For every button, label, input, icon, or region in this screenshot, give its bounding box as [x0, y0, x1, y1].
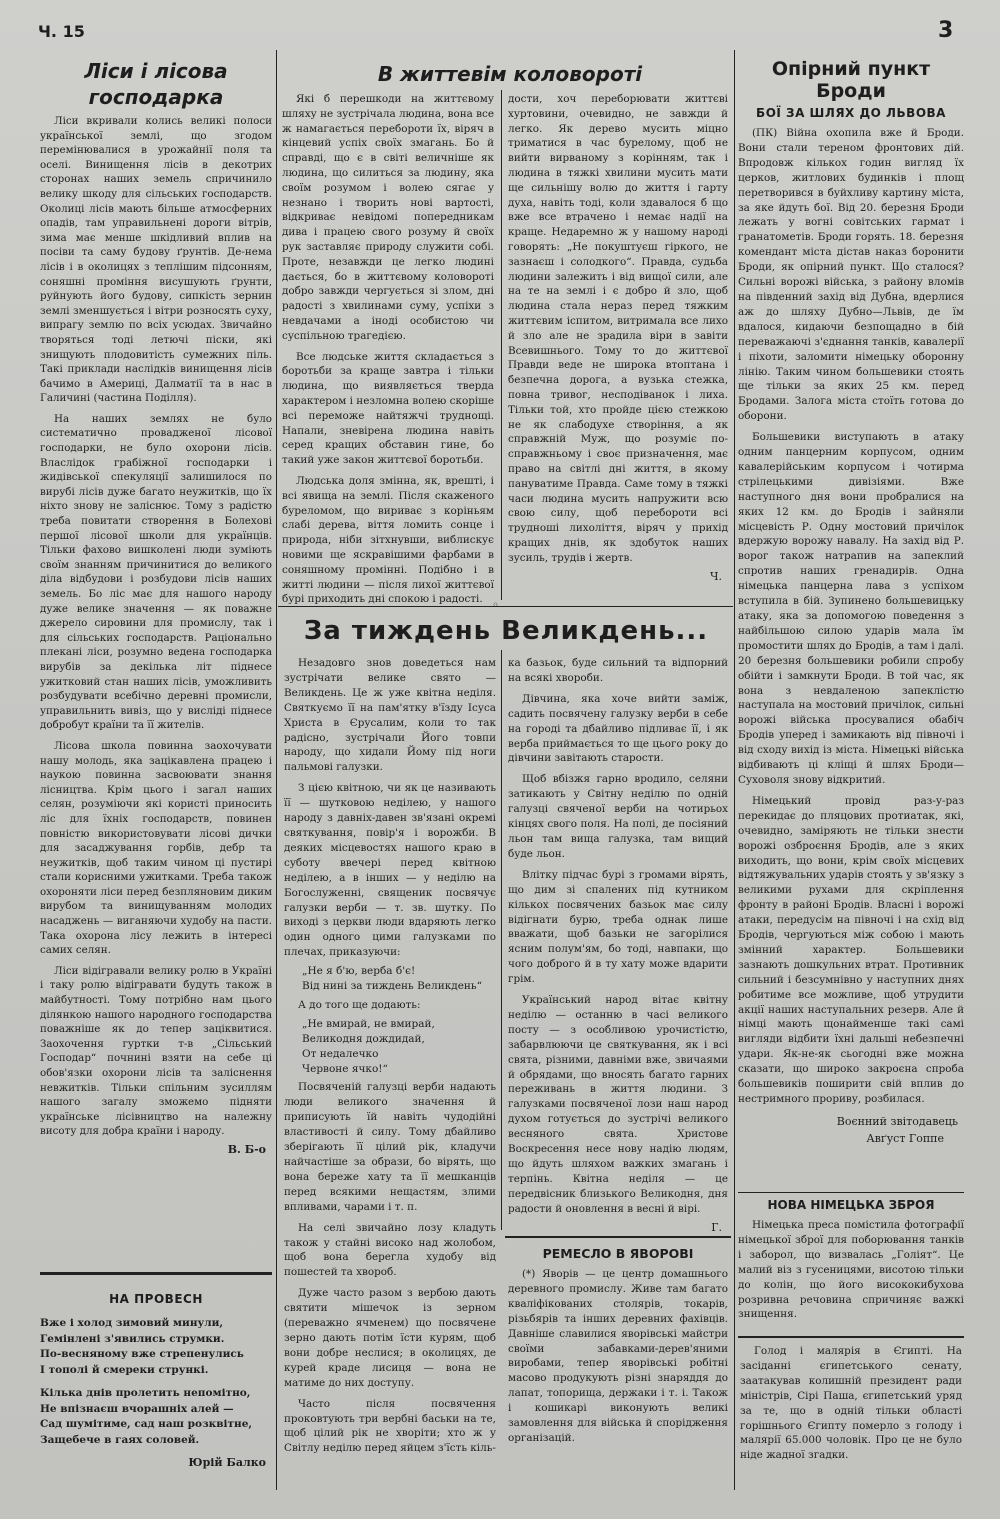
paragraph: На селі звичайно лозу кладуть також у стайні високо над жолобом, щоб вона берегла худобу від пошестей та хвороб.: [284, 1221, 496, 1279]
section-rule: [738, 1192, 964, 1193]
craft-title: РЕМЕСЛО В ЯВОРОВІ: [542, 1246, 694, 1261]
paragraph: З цією квітною, чи як це називають її — шутковою неділею, у нашого народу з давніх-давен зв'язані окремі святкування, повір'я і ворожби. В деяких місцевостях нашого краю в суботу ввечері перед квітною неділею, а в інших — у неділю на Богослуженні, священик посвячує галузки верби — т. зв. шутку. По виході з церкви люди вдаряють легко один одного цими галузками по плечах, приказуючи:: [284, 782, 496, 959]
brody-signature-name: Авґуст Гоппе: [866, 1131, 944, 1145]
brody-article: [738, 58, 964, 1145]
paragraph: Часто після посвячення проковтують три вербні баськи на те, щоб цілий рік не хворіти; хто ж у Світлу неділю перед яйцем з'їсть кіль-: [284, 1397, 496, 1455]
column-rule: [501, 90, 502, 600]
section-rule: [738, 1336, 964, 1338]
column-rule: [276, 50, 277, 1490]
weapon-title: НОВА НІМЕЦЬКА ЗБРОЯ: [767, 1198, 935, 1212]
rule-ornament: ◦: [492, 598, 500, 612]
life-title: В життевім коловороті: [377, 62, 643, 86]
paragraph: Большевики виступають в атаку одним панцерним корпусом, одним кавалерійським корпусом і чотирма стрілецькими дивізіями. Вже наступного дня вони пробралися на яких 12 км. до Бродів і зайняли місцевість Р. Одну мостовий причілок вдержую ворожу навалу. На захід від Р. ворог також натрапив на запеклий спротив наших гренадирів. Одна німецька панцерна лава з успіхом вступила в бій. Зупинено большевицьку атаку, яка за допомогою поведення з найбільшою силою ударів мала їм промостити шлях до Бродів, а там і далі. 20 березня большевики робили спробу обійти і замкнути Броди. В той час, як вона з невдаленою запеклістю наступала на мостовий причілок, сильні ворожі війська просувалися обабіч Бродів уперед і замикають від півночі і від сходу вихід із міста. Німецькі війська відбивають ці кліщі й шлях Броди—Суховоля знову відкритий.: [738, 431, 964, 786]
paragraph: Ліси відігравали велику ролю в Україні і таку ролю відігравати будуть також в майбутності. Тому потрібно нам цього ділянкою нашого народного господарства поважніше як до тепер заціквитися. Заохочення гуртки т-в „Сільський Господар“ почнині взяти на себе ці обов'язки охорони лісів та заліснення невжитків. Тільки спільним зусиллям нашого загалу зможемо підняти українське лісівництво на належну висоту для добра країни і народу.: [40, 964, 272, 1138]
poem-line: Кілька днів пролетить непомітно,: [40, 1387, 251, 1399]
column-rule: [501, 650, 502, 1230]
paragraph: На наших землях не було систематично провадженої лісової господарки, не було охорони лісів. Власлідок грабіжної господарки і жидівської спекуляції залишилося по вирубі лісів дуже багато неужитків, що їх ніхто знову не заліснює. Тому з радістю треба повитати створення в Болехові першої лісової школи для українців. Тільки фахово вишколені люди зуміють своїм знанням причинитися до великого діла відбудови і розбудови лісів наших земель. Бо ліс має для нашого народу дуже велике значення — як поважне джерело сировини для промислу, так і для сільських господарств. Раціонально плекані ліси, розумно ведена господарка вирубів за декілька літ піднесе ужитковий стан наших лісів, уможливить розбудувати всебічно деревні промисли, управильнить вивіз, що у висліді піднесе добробут країни та її жителів.: [40, 412, 272, 732]
paragraph: Дівчина, яка хоче вийти заміж, садить посвячену галузку верби в себе на городі та дбайливо підливає її, і як верба приймається то ще цього року до дівчини завітають старости.: [508, 692, 728, 765]
poem-line: Защебече в гаях соловей.: [40, 1433, 200, 1446]
paragraph: (ПК) Війна охопила вже й Броди. Вони стали тереном фронтових дій. Впродовж кількох годин вигляд їх церков, житлових будинків і площ перетворився в буйхливу картину міста, за яке йдуть бої. Від 20. березня Броди лежать у вогні совітських гармат і гранатометів. Броди горять. 18. березня комендант міста дістав наказ боронити Броди, як опірний пункт. Що сталося? Сильні ворожі війська, з району вломів на південний захід від Дубна, вдерлися аж до шляху Дубно—Львів, де їм вдалося, кидаючи безпощадно в бій переважаючі з'єднання танків, кавалерії і піхоти, заломити німецьку оборонну лінію. Таким чином большевики стоять ще тільки за яких 25 км. перед Бродами. Залога міста стоїть готова до оборони.: [738, 127, 964, 423]
life-article-right: [508, 92, 728, 584]
verse-line: От недалечко: [302, 1047, 379, 1060]
paragraph: Які б перешкоди на життєвому шляху не зустрічала людина, вона все ж намагається перебороти їх, віряч в кінцевий успіх своїх змагань. Бо й справді, що є в світі величніше як людина, що силиться за людину, яка своїм розумом і волею сягає у незнано і творить нові вартості, відкриває невідомі попередникам дива і працею свого розуму й своїх рук заставляє природу служити собі. Проте, незавжди це легко людині дається, бо в життєвому коловороті добро завжди чергується зі злом, дні радості з хвилинами суму, успіхи з невдачами а іноді особистою чи суспільною трагедією.: [282, 93, 494, 342]
paragraph: Людська доля змінна, як, врешті, і всі явища на землі. Після скаженого буреломом, що вириває з коріньям слабі дерева, віття ломить сонце і природа, ніби зітхнувши, виблискує новими ще яскравішими фарбами в соняшному промінні. Подібно і в житті людини — після лихої життєвої бурі приходить дні спокою і радості.: [282, 474, 494, 606]
paragraph: Незадовго знов доведеться нам зустрічати велике свято — Великдень. Це ж уже квітна неділя. Святкуємо її на пам'ятку в'їзду Ісуса Христа в Єрусалим, коли то так радісно, зустрічали Його товпи народу, що хидали Йому під ноги пальмові галузки.: [284, 657, 496, 774]
verse-line: „Не я б'ю, верба б'є!: [302, 965, 416, 978]
life-article-left: [282, 92, 494, 607]
egypt-article: [740, 1344, 962, 1463]
verse-line: Червоне ячко!“: [302, 1062, 388, 1075]
craft-article: [508, 1246, 728, 1446]
paragraph: Дуже часто разом з вербою дають святити мішечок із зерном (переважно ячменем) що посвячене зерно дають потім їсти курям, щоб вони добре неслися; в околицях, де курей краде лисиця — вона не матиме до них доступу.: [284, 1287, 496, 1389]
paragraph: Влітку підчас бурі з громами вірять, що дим зі спалених під кутником кількох посвячених базьок має силу відігнати бурю, треба однак лише вважати, щоб базьки не загорілися ясним полум'ям, бо тоді, навпаки, що чого доброго й в ту хату може вдарити грім.: [508, 868, 728, 986]
paragraph: Лісова школа повинна заохочувати нашу молодь, яка зацікавлена працею і наукою повинна засвоювати знання лісництва. Крім цього і загал наших селян, розуміючи які користі приносить ліс для їхніх господарств, повинен повністю використовувати лісові дички для засаджування горбів, дебр та неужитків, щоб таким чином ці пустирі стали корисними ужитками. Треба також охороняти ліси перед безпляновим диким вирубом та винищуванням молодих насаджень — виганяючи худобу на пасти. Така охорона лісу лежить в інтересі самих селян.: [40, 739, 272, 957]
brody-signature-role: Воєнний звітодавець: [836, 1114, 958, 1128]
page-number-left: Ч. 15: [38, 22, 85, 41]
verse-line: Великодня дождидай,: [302, 1032, 425, 1045]
paragraph: Щоб вбізжя гарно вродило, селяни затикають у Світну неділю по одній галузці свяченої верби на чотирьох кінцях свого поля. На полі, де посіяний льон там вища галузка, там вищий буде льон.: [508, 773, 728, 860]
poem-line: І тополі й смереки стрункі.: [40, 1363, 209, 1376]
brody-subtitle: БОЇ ЗА ШЛЯХ ДО ЛЬВОВА: [756, 106, 946, 120]
box-rule: [505, 1236, 731, 1238]
poem-spring: [40, 1292, 272, 1469]
easter-column-right: [508, 656, 728, 1236]
paragraph: Голод і малярія в Єгипті. На засіданні єгипетського сенату, заатакував колишній президент ради міністрів, Сірі Паша, єгипетський уряд за те, що в одній тільки області горішнього Єгипту померло з голоду і малярії 65.000 чоловік. Про це не було ніде жадної згадки.: [740, 1345, 962, 1462]
paragraph: Німецька преса помістила фотографії німецької зброї для поборювання танків і заборол, що визвалась „Голіят“. Це малий віз з гусеницями, висотою тільки до колін, що його висококибухова розривна речовина спричиняє важкі знищення.: [738, 1219, 964, 1321]
forests-article: [40, 58, 272, 1156]
verse-line: „Не вмирай, не вмирай,: [302, 1017, 435, 1030]
poem-line: По-весняному вже стрепенулись: [40, 1348, 244, 1360]
poem-author: Юрій Балко: [188, 1456, 266, 1469]
weapon-article: [738, 1198, 964, 1322]
easter-signature: Г.: [711, 1220, 722, 1234]
poem-line: Гемінлені з'явились струмки.: [40, 1332, 225, 1345]
paragraph: Ліси вкривали колись великі полоси української землі, що згодом перемінювалися в урожайнії поля та оселі. Винищення лісів в декотрих сторонах наших земель спричинило велику шкоду для сільських господарств. Околиці лісів мають більше атмосферних опадів, там управильнені дороги вітрів, зима має менше шкідливий вплив на посіви та саму будову ґрунтів. Де-нема лісів і в околицях з теплішим підсонням, соняшні проміння висушують ґрунти, руйнують його будову, сипкість зернин землі зменшується і вітри розносять суху, випрагу землю по всіх усюдах. Звичайно творяться тоді летючі піски, які знищують плодовитість сумежних піль. Такі приклади наслідків винищення лісів бачимо в Америці, Далматії та в нас в Галичині (частина Поділля).: [40, 115, 272, 405]
poem-line: Не впізнаєш вчорашніх алей —: [40, 1402, 234, 1415]
paragraph: Все людське життя складається з боротьби за краще завтра і тільки людина, що виявляється тверда характером і незломна волею скоріше всі переможе найтяжчі труднощі. Напали, зневірена людина навіть серед кращих обставин гине, бо такий уже закон життєвої боротьби.: [282, 350, 494, 467]
easter-column-left: [284, 656, 496, 1456]
paragraph: дости, хоч переборювати життєві хуртовини, очевидно, не завжди й легко. Як дерево мусить міцно триматися в час бурелому, щоб не вийти вирваному з корінням, так і людина в тяжкі хвилини мусить мати ще сильнішу волю до життя і гарту духа, навіть тоді, коли здавалося б що вже все втрачено і немає надії на краще. Недаремно ж у нашому народі говорять: „Не покуштуєш гіркого, не зазнаєш і солодкого“. Правда, судьба людини залежить і від вищої сили, але на те на землі і є добро й зло, щоб людина стала нераз перед тяжким життєвим іспитом, витримала все лихо й зло але не зрадила віри в завіти Всевишнього. Тому то до життєвої Правди веде не широка втоптана і безпечна дорога, а вузька стежка, повна тривог, несподіванок і лиха. Тільки той, хто пройде цією стежкою не як слабодухе створіння, а як справжній Муж, що розуміє по-справжньому і своє призначення, має право на світлі дні життя, в якому пануватиме Правда. Саме тому в тяжкі часи людина мусить напружити всю свою силу, щоб перебороти всі трудноші лихоліття, віряч у прихід кращих днів, як здобуток наших зусиль, трудів і жертв.: [508, 93, 728, 564]
poem-line: Сад шумітиме, сад наш розквітне,: [40, 1418, 253, 1430]
easter-title: За тиждень Великдень...: [303, 616, 709, 646]
paragraph: А до того ще додають:: [298, 998, 421, 1011]
paragraph: Німецький провід раз-у-раз перекидає до пляцових протиатак, які, очевидно, заміряють не тільки знести ворожі озброєння Бродів, але з яких виходить, що вони, крім своїх місцевих відтяжувальних ударів стоять у зв'язку з великими рухами для скріплення фронту в районі Бродів. Власні і ворожі атаки, передусім на півночі і на схід від Бродів, чергуються між собою і мають змінний характер. Большевики зазнають дошкульних втрат. Противник сильний і безсумнівно у наступних днях робитиме все можливе, щоб утрудити акції наших наступальних резерв. Але й німці мають щонайменше такі самі вигляди відбити їхні дальші небезпечні удари. Як-не-як сьогодні вже можна сказати, що широко закроєна спроба большевиків поширити свій вплив до нестримного прориву, розбилася.: [738, 794, 964, 1105]
poem-line: Вже і холод зимовий минули,: [40, 1317, 224, 1329]
forests-title: Ліси і лісова господарка: [84, 59, 228, 109]
paragraph: Посвяченій галузці верби надають люди великого значення й приписують їй навіть чудодійні властивості й силу. Тому дбайливо зберігають її цілий рік, кладучи найчастіше за образи, бо вірять, що вона береже хату та її мешканців перед всякими нещастям, злими впливами, чарами і т. п.: [284, 1081, 496, 1213]
section-rule: [40, 1272, 272, 1275]
paragraph: (*) Яворів — це центр домашнього деревного промислу. Живе там багато кваліфікованих столярів, токарів, різьбярів та інших деревних фахівців. Давніше славилися яворівські майстри своїми забавками-дерев'яними виробами, тепер яворівські робітні масово продукують різні знаряддя до лапат, топорища, держаки і т. і. Також і кошикарі виконують великі замовлення для війська й спорідження організацій.: [508, 1268, 728, 1444]
poem-title: НА ПРОВЕСН: [109, 1292, 203, 1306]
page-number-right: 3: [938, 18, 954, 43]
paragraph: Український народ вітає квітну неділю — останню в часі великого посту — з особливою урочистістю, забарвлюючи це святкування, як і всі свята, різними, давніми вже, звичаями й обрядами, що вносять багато гарних переживань в життя людини. З галузками посвяченої лози наш народ духом готується до зустрічі великого весняного свята. Христове Воскресення несе нову надію людям, що йдуть шляхом важких змагань і терпінь. Квітна неділя — це передвісник близького Великодня, дня радости й оновлення в весні й вірі.: [508, 994, 728, 1215]
column-rule: [734, 50, 735, 1490]
paragraph: ка базьок, буде сильний та відпорний на всякі хвороби.: [508, 657, 728, 684]
life-signature: Ч.: [710, 569, 722, 583]
forests-signature: В. Б-о: [227, 1142, 266, 1156]
verse-line: Від нині за тиждень Великдень“: [302, 980, 483, 993]
brody-title: Опірний пункт Броди: [771, 58, 931, 102]
